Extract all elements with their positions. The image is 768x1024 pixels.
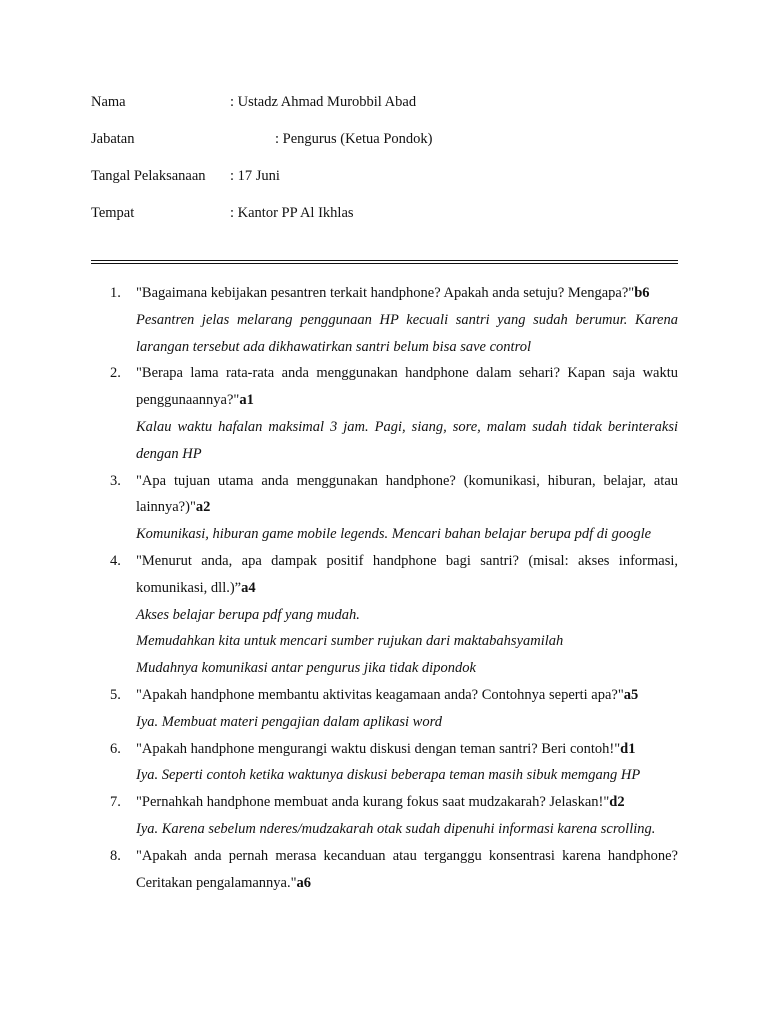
question-body: "Menurut anda, apa dampak positif handphone bagi santri? (misal: akses informasi, komunikasi, dll.)” [136, 552, 678, 596]
question-text [136, 360, 678, 414]
meta-row-nama [91, 92, 681, 129]
answer-text: Akses belajar berupa pdf yang mudah. [136, 606, 360, 623]
question-body: "Berapa lama rata-rata anda menggunakan handphone dalam sehari? Kapan saja waktu penggunaannya?" [136, 365, 678, 409]
meta-label-tanggal: Tangal Pelaksanaan [91, 168, 206, 184]
list-item [91, 682, 678, 736]
answer-text: Iya. Karena sebelum nderes/mudzakarah otak sudah dipenuhi informasi karena scrolling. [136, 820, 656, 837]
question-text [136, 548, 678, 602]
meta-label-tempat: Tempat [91, 205, 135, 221]
item-number: 7. [110, 794, 121, 811]
meta-value-nama: : Ustadz Ahmad Murobbil Abad [230, 94, 417, 110]
item-number: 2. [110, 365, 121, 382]
list-item [91, 468, 678, 548]
answer-text: Iya. Membuat materi pengajian dalam aplikasi word [136, 713, 442, 730]
meta-row-tempat [91, 203, 681, 240]
list-item [91, 360, 678, 467]
question-list [91, 280, 678, 896]
question-body: "Apakah anda pernah merasa kecanduan atau terganggu konsentrasi karena handphone? Ceritakan pengalamannya." [136, 847, 678, 891]
meta-value-tempat: : Kantor PP Al Ikhlas [230, 205, 354, 221]
question-code: b6 [634, 285, 650, 301]
question-code: a4 [241, 579, 256, 596]
meta-row-tanggal [91, 166, 681, 203]
question-code: d2 [609, 794, 625, 811]
list-item [91, 843, 678, 897]
question-code: a2 [195, 499, 211, 516]
question-body: "Apa tujuan utama anda menggunakan handphone? (komunikasi, hiburan, belajar, atau lainnya?)" [136, 472, 678, 516]
list-item [91, 736, 678, 790]
meta-label-nama: Nama [91, 94, 126, 110]
list-item [91, 280, 678, 360]
meta-value-tanggal: : 17 Juni [230, 168, 280, 184]
question-code: d1 [620, 740, 636, 757]
question-text [136, 468, 678, 522]
answer-text: Kalau waktu hafalan maksimal 3 jam. Pagi, siang, sore, malam sudah tidak berinteraksi dengan HP [136, 418, 678, 462]
question-code: a1 [239, 392, 254, 409]
item-number: 4. [110, 552, 121, 569]
question-body: "Apakah handphone membantu aktivitas keagamaan anda? Contohnya seperti apa?" [136, 686, 624, 703]
list-item [91, 789, 678, 843]
answer-text: Mudahnya komunikasi antar pengurus jika tidak dipondok [136, 660, 476, 677]
item-number: 8. [110, 847, 121, 864]
meta-label-jabatan: Jabatan [91, 131, 135, 147]
answer-text: Pesantren jelas melarang penggunaan HP kecuali santri yang sudah berumur. Karena larangan tersebut ada dikhawatirkan santri belum bisa save control [136, 311, 678, 355]
question-text [136, 789, 678, 816]
item-number: 1. [110, 285, 121, 301]
question-text [136, 843, 678, 897]
question-body: "Bagaimana kebijakan pesantren terkait handphone? Apakah anda setuju? Mengapa?" [136, 285, 635, 301]
meta-row-jabatan [91, 129, 681, 166]
question-text [136, 280, 678, 307]
item-number: 6. [110, 740, 121, 757]
question-text [136, 682, 678, 709]
answer-text: Iya. Seperti contoh ketika waktunya diskusi beberapa teman masih sibuk memgang HP [136, 767, 641, 784]
interview-meta [91, 92, 681, 240]
meta-value-jabatan: : Pengurus (Ketua Pondok) [275, 131, 433, 147]
question-body: "Apakah handphone mengurangi waktu diskusi dengan teman santri? Beri contoh!" [136, 740, 621, 757]
answer-text: Komunikasi, hiburan game mobile legends. Mencari bahan belajar berupa pdf di google [136, 526, 652, 543]
double-rule-divider [91, 260, 678, 264]
question-code: a6 [296, 874, 312, 891]
question-body: "Pernahkah handphone membuat anda kurang fokus saat mudzakarah? Jelaskan!" [136, 794, 610, 811]
list-item [91, 548, 678, 682]
answer-text: Memudahkan kita untuk mencari sumber rujukan dari maktabahsyamilah [136, 633, 564, 650]
item-number: 3. [110, 472, 121, 489]
question-code: a5 [623, 686, 639, 703]
question-text [136, 736, 678, 763]
item-number: 5. [110, 686, 121, 703]
